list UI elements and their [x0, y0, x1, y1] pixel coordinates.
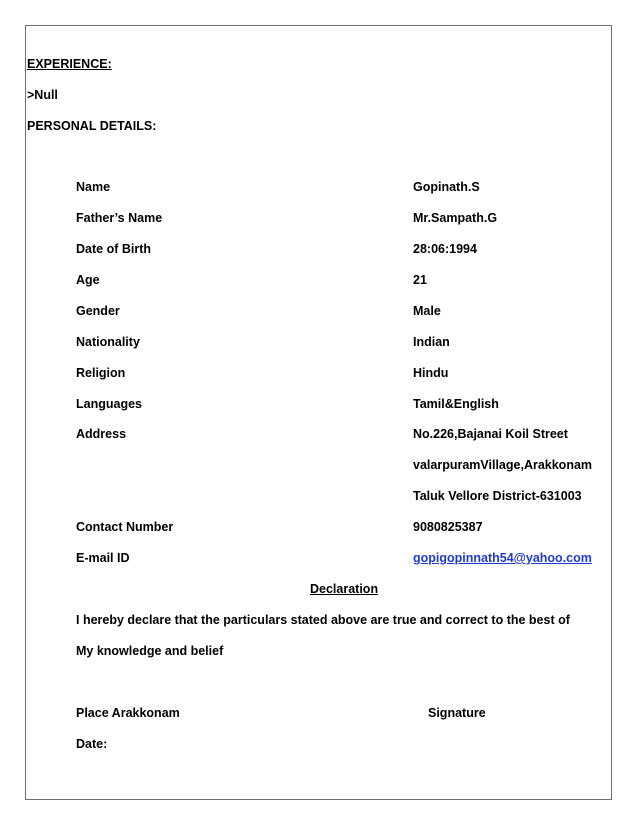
label-languages: Languages: [76, 397, 142, 411]
date-label: Date:: [76, 737, 108, 751]
declaration-line1: I hereby declare that the particulars stated above are true and correct to the best of: [76, 613, 570, 627]
label-fathers-name: Father’s Name: [76, 211, 163, 225]
label-dob: Date of Birth: [76, 242, 151, 256]
value-fathers-name: Mr.Sampath.G: [413, 211, 498, 225]
value-dob: 28:06:1994: [413, 242, 477, 256]
value-address-line2: valarpuramVillage,Arakkonam: [413, 458, 593, 472]
label-address: Address: [76, 427, 127, 441]
value-languages: Tamil&English: [413, 397, 499, 411]
value-address-line1: No.226,Bajanai Koil Street: [413, 427, 568, 441]
label-contact-number: Contact Number: [76, 520, 174, 534]
value-age: 21: [413, 273, 427, 287]
value-nationality: Indian: [413, 335, 450, 349]
label-age: Age: [76, 273, 100, 287]
place-text: Place Arakkonam: [76, 706, 180, 720]
label-gender: Gender: [76, 304, 120, 318]
label-nationality: Nationality: [76, 335, 140, 349]
label-religion: Religion: [76, 366, 126, 380]
value-religion: Hindu: [413, 366, 449, 380]
declaration-heading: Declaration: [310, 582, 379, 596]
personal-details-heading: PERSONAL DETAILS:: [27, 119, 157, 133]
label-name: Name: [76, 180, 111, 194]
label-email: E-mail ID: [76, 551, 130, 565]
value-address-line3: Taluk Vellore District-631003: [413, 489, 582, 503]
page-border: [25, 25, 612, 800]
email-link[interactable]: gopigopinnath54@yahoo.com: [413, 551, 592, 565]
value-contact-number: 9080825387: [413, 520, 483, 534]
value-gender: Male: [413, 304, 441, 318]
experience-heading: EXPERIENCE:: [27, 57, 112, 71]
signature-label: Signature: [428, 706, 486, 720]
declaration-line2: My knowledge and belief: [76, 644, 224, 658]
experience-value: >Null: [27, 88, 58, 102]
value-name: Gopinath.S: [413, 180, 480, 194]
